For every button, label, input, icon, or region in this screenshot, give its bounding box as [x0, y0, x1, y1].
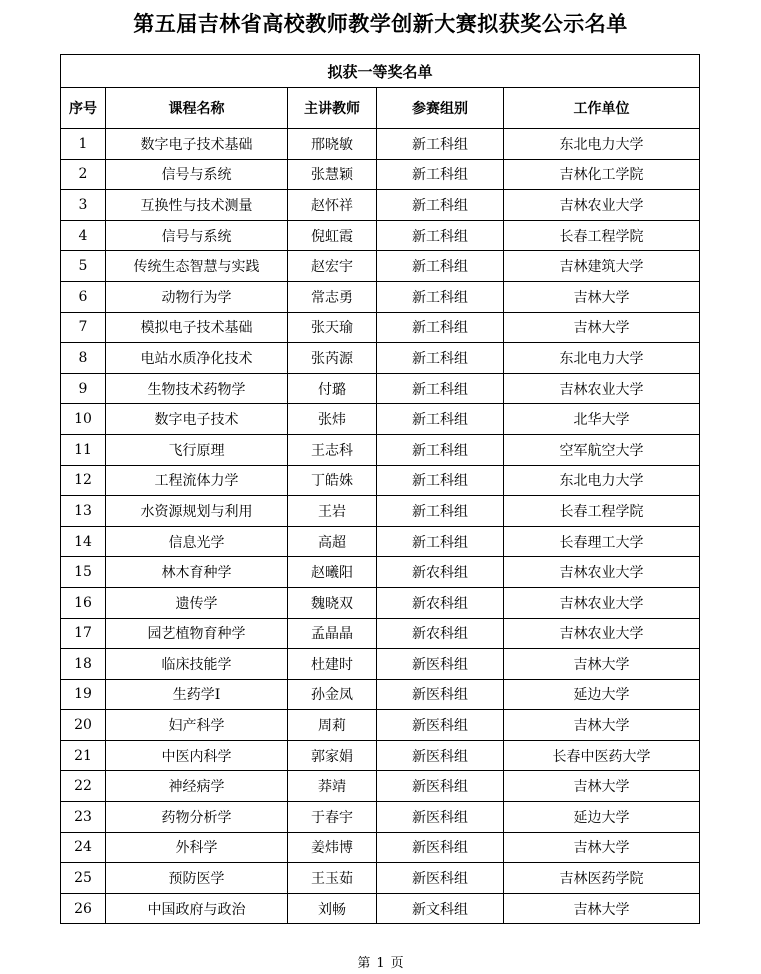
cell-institution: 吉林建筑大学 — [504, 251, 700, 282]
cell-lead-teacher: 姜炜博 — [288, 832, 377, 863]
cell-index: 10 — [61, 404, 106, 435]
cell-index: 1 — [61, 129, 106, 160]
cell-index: 15 — [61, 557, 106, 588]
award-table — [60, 54, 700, 924]
cell-category: 新医科组 — [377, 679, 504, 710]
cell-course-name: 互换性与技术测量 — [106, 190, 288, 221]
cell-category: 新工科组 — [377, 251, 504, 282]
cell-course-name: 传统生态智慧与实践 — [106, 251, 288, 282]
cell-category: 新工科组 — [377, 129, 504, 160]
cell-index: 24 — [61, 832, 106, 863]
cell-institution: 延边大学 — [504, 802, 700, 833]
cell-course-name: 中医内科学 — [106, 740, 288, 771]
cell-category: 新农科组 — [377, 618, 504, 649]
cell-course-name: 数字电子技术基础 — [106, 129, 288, 160]
cell-course-name: 神经病学 — [106, 771, 288, 802]
table-row — [61, 679, 700, 710]
cell-category: 新工科组 — [377, 281, 504, 312]
cell-category: 新工科组 — [377, 190, 504, 221]
cell-index: 14 — [61, 526, 106, 557]
cell-course-name: 信息光学 — [106, 526, 288, 557]
header-lead-teacher: 主讲教师 — [288, 88, 377, 129]
cell-lead-teacher: 倪虹霞 — [288, 220, 377, 251]
cell-institution: 吉林大学 — [504, 771, 700, 802]
cell-lead-teacher: 郭家娟 — [288, 740, 377, 771]
cell-category: 新医科组 — [377, 740, 504, 771]
cell-course-name: 园艺植物育种学 — [106, 618, 288, 649]
table-row — [61, 129, 700, 160]
table-row — [61, 281, 700, 312]
cell-institution: 长春理工大学 — [504, 526, 700, 557]
cell-index: 3 — [61, 190, 106, 221]
cell-institution: 吉林医药学院 — [504, 863, 700, 894]
cell-institution: 长春工程学院 — [504, 496, 700, 527]
cell-institution: 吉林大学 — [504, 832, 700, 863]
table-row — [61, 190, 700, 221]
table-row — [61, 373, 700, 404]
table-row — [61, 251, 700, 282]
cell-lead-teacher: 赵宏宇 — [288, 251, 377, 282]
cell-institution: 吉林化工学院 — [504, 159, 700, 190]
cell-lead-teacher: 莽靖 — [288, 771, 377, 802]
cell-category: 新医科组 — [377, 802, 504, 833]
cell-course-name: 林木育种学 — [106, 557, 288, 588]
cell-course-name: 生药学I — [106, 679, 288, 710]
cell-course-name: 外科学 — [106, 832, 288, 863]
cell-category: 新工科组 — [377, 526, 504, 557]
cell-course-name: 生物技术药物学 — [106, 373, 288, 404]
cell-category: 新工科组 — [377, 404, 504, 435]
cell-index: 21 — [61, 740, 106, 771]
cell-course-name: 药物分析学 — [106, 802, 288, 833]
cell-institution: 东北电力大学 — [504, 465, 700, 496]
table-row — [61, 832, 700, 863]
cell-institution: 北华大学 — [504, 404, 700, 435]
cell-category: 新文科组 — [377, 893, 504, 924]
cell-category: 新工科组 — [377, 343, 504, 374]
table-row — [61, 343, 700, 374]
cell-lead-teacher: 邢晓敏 — [288, 129, 377, 160]
cell-index: 17 — [61, 618, 106, 649]
page-suffix: 页 — [390, 956, 404, 971]
document-title: 第五届吉林省高校教师教学创新大赛拟获奖公示名单 — [133, 11, 628, 36]
cell-lead-teacher: 周莉 — [288, 710, 377, 741]
cell-course-name: 数字电子技术 — [106, 404, 288, 435]
cell-index: 16 — [61, 587, 106, 618]
cell-category: 新医科组 — [377, 771, 504, 802]
cell-category: 新工科组 — [377, 373, 504, 404]
cell-institution: 吉林大学 — [504, 281, 700, 312]
cell-institution: 长春中医药大学 — [504, 740, 700, 771]
header-row — [61, 88, 700, 129]
table-row — [61, 220, 700, 251]
cell-lead-teacher: 高超 — [288, 526, 377, 557]
cell-index: 22 — [61, 771, 106, 802]
cell-lead-teacher: 孟晶晶 — [288, 618, 377, 649]
cell-index: 20 — [61, 710, 106, 741]
cell-lead-teacher: 王岩 — [288, 496, 377, 527]
table-row — [61, 159, 700, 190]
cell-institution: 吉林农业大学 — [504, 587, 700, 618]
cell-index: 9 — [61, 373, 106, 404]
cell-institution: 吉林大学 — [504, 649, 700, 680]
cell-course-name: 信号与系统 — [106, 220, 288, 251]
cell-lead-teacher: 杜建时 — [288, 649, 377, 680]
cell-course-name: 电站水质净化技术 — [106, 343, 288, 374]
cell-institution: 东北电力大学 — [504, 343, 700, 374]
cell-course-name: 遗传学 — [106, 587, 288, 618]
cell-index: 18 — [61, 649, 106, 680]
cell-category: 新工科组 — [377, 312, 504, 343]
cell-institution: 长春工程学院 — [504, 220, 700, 251]
table-row — [61, 802, 700, 833]
table-row — [61, 404, 700, 435]
table-row — [61, 649, 700, 680]
cell-course-name: 临床技能学 — [106, 649, 288, 680]
table-row — [61, 465, 700, 496]
table-row — [61, 557, 700, 588]
cell-index: 26 — [61, 893, 106, 924]
cell-category: 新农科组 — [377, 557, 504, 588]
page-number: 1 — [376, 956, 385, 971]
cell-category: 新工科组 — [377, 434, 504, 465]
cell-course-name: 动物行为学 — [106, 281, 288, 312]
page-footer — [0, 952, 761, 971]
cell-institution: 吉林农业大学 — [504, 618, 700, 649]
cell-index: 12 — [61, 465, 106, 496]
cell-index: 4 — [61, 220, 106, 251]
cell-category: 新医科组 — [377, 832, 504, 863]
header-index: 序号 — [61, 88, 106, 129]
cell-course-name: 工程流体力学 — [106, 465, 288, 496]
table-row — [61, 771, 700, 802]
cell-index: 2 — [61, 159, 106, 190]
cell-lead-teacher: 赵曦阳 — [288, 557, 377, 588]
table-row — [61, 434, 700, 465]
cell-course-name: 模拟电子技术基础 — [106, 312, 288, 343]
cell-index: 5 — [61, 251, 106, 282]
page-prefix: 第 — [357, 956, 371, 971]
table-row — [61, 526, 700, 557]
table-row — [61, 618, 700, 649]
cell-course-name: 妇产科学 — [106, 710, 288, 741]
cell-lead-teacher: 于春宇 — [288, 802, 377, 833]
cell-lead-teacher: 王志科 — [288, 434, 377, 465]
table-banner: 拟获一等奖名单 — [61, 55, 700, 88]
header-institution: 工作单位 — [504, 88, 700, 129]
cell-category: 新医科组 — [377, 649, 504, 680]
cell-index: 6 — [61, 281, 106, 312]
cell-category: 新工科组 — [377, 496, 504, 527]
cell-course-name: 飞行原理 — [106, 434, 288, 465]
cell-lead-teacher: 张炜 — [288, 404, 377, 435]
cell-lead-teacher: 张芮源 — [288, 343, 377, 374]
cell-index: 25 — [61, 863, 106, 894]
cell-index: 13 — [61, 496, 106, 527]
table-row — [61, 587, 700, 618]
table-row — [61, 496, 700, 527]
cell-lead-teacher: 付璐 — [288, 373, 377, 404]
cell-index: 23 — [61, 802, 106, 833]
table-body — [61, 129, 700, 924]
cell-lead-teacher: 常志勇 — [288, 281, 377, 312]
header-course-name: 课程名称 — [106, 88, 288, 129]
cell-course-name: 预防医学 — [106, 863, 288, 894]
table-row — [61, 710, 700, 741]
cell-category: 新工科组 — [377, 465, 504, 496]
cell-lead-teacher: 张慧颖 — [288, 159, 377, 190]
cell-course-name: 信号与系统 — [106, 159, 288, 190]
cell-index: 8 — [61, 343, 106, 374]
cell-category: 新工科组 — [377, 159, 504, 190]
cell-category: 新医科组 — [377, 710, 504, 741]
cell-index: 19 — [61, 679, 106, 710]
cell-institution: 空军航空大学 — [504, 434, 700, 465]
cell-institution: 延边大学 — [504, 679, 700, 710]
table-row — [61, 312, 700, 343]
cell-category: 新农科组 — [377, 587, 504, 618]
cell-lead-teacher: 孙金凤 — [288, 679, 377, 710]
cell-index: 7 — [61, 312, 106, 343]
cell-lead-teacher: 张天瑜 — [288, 312, 377, 343]
cell-institution: 东北电力大学 — [504, 129, 700, 160]
cell-course-name: 水资源规划与利用 — [106, 496, 288, 527]
cell-institution: 吉林大学 — [504, 312, 700, 343]
cell-institution: 吉林农业大学 — [504, 557, 700, 588]
table-row — [61, 863, 700, 894]
header-category: 参赛组别 — [377, 88, 504, 129]
cell-lead-teacher: 刘畅 — [288, 893, 377, 924]
cell-institution: 吉林农业大学 — [504, 373, 700, 404]
table-row — [61, 893, 700, 924]
cell-institution: 吉林大学 — [504, 893, 700, 924]
cell-lead-teacher: 王玉茹 — [288, 863, 377, 894]
cell-lead-teacher: 丁皓姝 — [288, 465, 377, 496]
cell-lead-teacher: 魏晓双 — [288, 587, 377, 618]
cell-index: 11 — [61, 434, 106, 465]
cell-lead-teacher: 赵怀祥 — [288, 190, 377, 221]
cell-category: 新医科组 — [377, 863, 504, 894]
cell-institution: 吉林大学 — [504, 710, 700, 741]
cell-course-name: 中国政府与政治 — [106, 893, 288, 924]
cell-category: 新工科组 — [377, 220, 504, 251]
table-row — [61, 740, 700, 771]
cell-institution: 吉林农业大学 — [504, 190, 700, 221]
